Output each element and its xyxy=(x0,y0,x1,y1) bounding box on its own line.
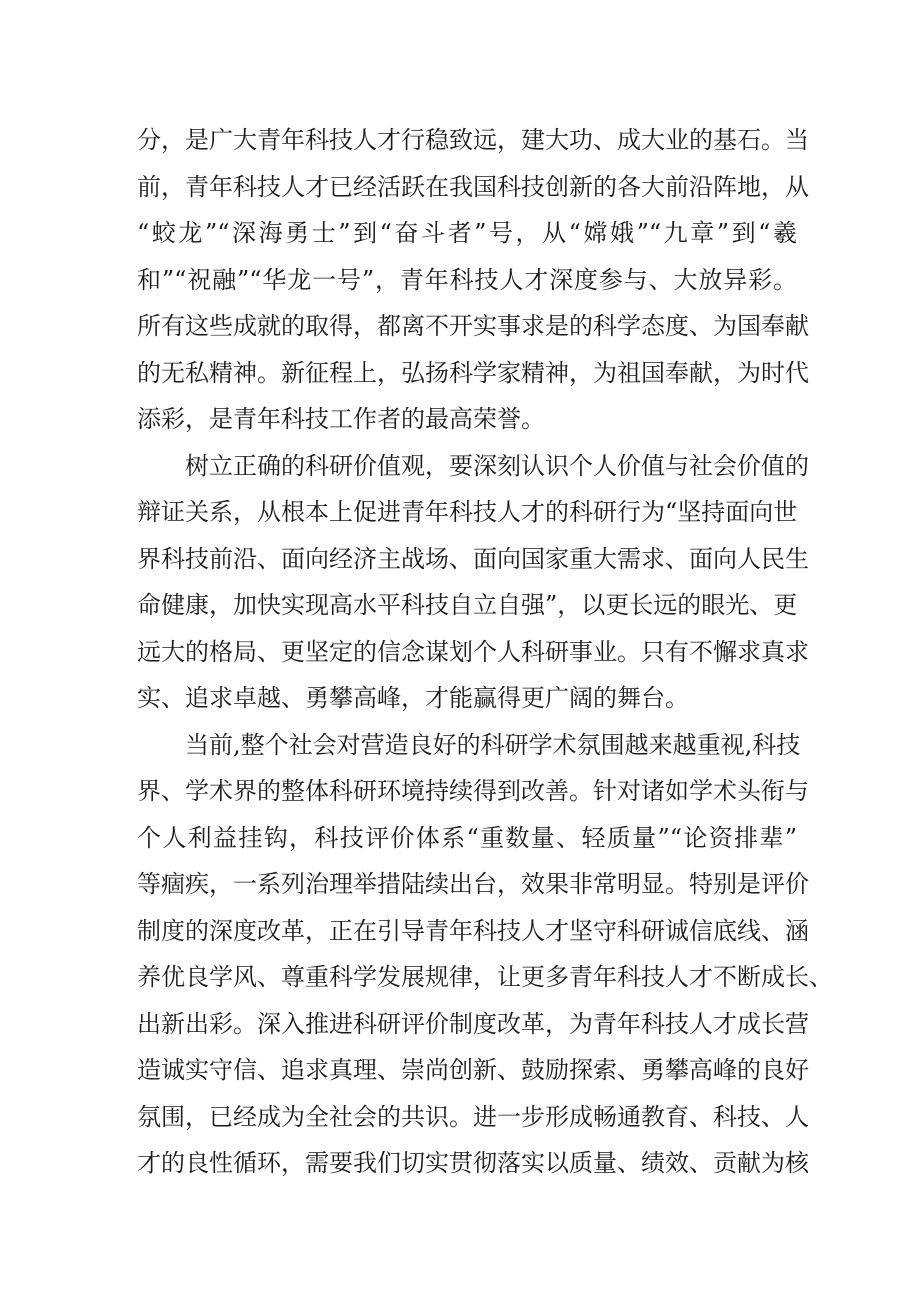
text-line: “蛟龙”“深海勇士”到“奋斗者”号，从“嫦娥”“九章”到“羲 xyxy=(137,219,797,247)
text-line: 辩证关系，从根本上促进青年科技人才的科研行为“坚持面向世 xyxy=(137,498,798,526)
text-line: 添彩，是青年科技工作者的最高荣誉。 xyxy=(137,405,545,433)
paragraph-3 xyxy=(137,722,833,1187)
text-line: 制度的深度改革，正在引导青年科技人才坚守科研诚信底线、涵 xyxy=(137,916,809,945)
text-line: 养优良学风、尊重科学发展规律，让更多青年科技人才不断成长、 xyxy=(137,963,833,991)
text-line: 才的良性循环，需要我们切实贯彻落实以质量、绩效、贡献为核 xyxy=(137,1149,809,1177)
text-line: 实、追求卓越、勇攀高峰，才能赢得更广阔的舞台。 xyxy=(137,684,689,712)
text-line: 出新出彩。深入推进科研评价制度改革，为青年科技人才成长营 xyxy=(137,1009,809,1038)
text-line: 等痼疾，一系列治理举措陆续出台，效果非常明显。特别是评价 xyxy=(137,870,809,898)
text-line: 的无私精神。新征程上，弘扬科学家精神，为祖国奉献，为时代 xyxy=(137,358,809,387)
text-line: 命健康，加快实现高水平科技自立自强”，以更长远的眼光、更 xyxy=(137,591,798,619)
text-line: 个人利益挂钩，科技评价体系“重数量、轻质量”“论资排辈” xyxy=(137,823,797,852)
text-line: 界科技前沿、面向经济主战场、面向国家重大需求、面向人民生 xyxy=(137,544,809,573)
text-line: 远大的格局、更坚定的信念谋划个人科研事业。只有不懈求真求 xyxy=(137,637,809,666)
text-line: 分，是广大青年科技人才行稳致远，建大功、成大业的基石。当 xyxy=(137,126,809,154)
text-line: 氛围，已经成为全社会的共识。进一步形成畅通教育、科技、人 xyxy=(137,1102,809,1131)
text-line: 所有这些成就的取得，都离不开实事求是的科学态度、为国奉献 xyxy=(137,312,809,340)
text-line: 前，青年科技人才已经活跃在我国科技创新的各大前沿阵地，从 xyxy=(137,172,809,201)
text-line: 界、学术界的整体科研环境持续得到改善。针对诸如学术头衔与 xyxy=(137,777,809,805)
text-line: 造诚实守信、追求真理、崇尚创新、鼓励探索、勇攀高峰的良好 xyxy=(137,1056,809,1084)
paragraph-2 xyxy=(137,443,809,722)
text-line: 当前,整个社会对营造良好的科研学术氛围越来越重视,科技 xyxy=(185,730,801,759)
text-line: 和”“祝融”“华龙一号”，青年科技人才深度参与、大放异彩。 xyxy=(137,265,797,294)
paragraph-1 xyxy=(137,117,809,443)
text-line: 树立正确的科研价值观，要深刻认识个人价值与社会价值的 xyxy=(185,451,809,480)
document-body xyxy=(137,117,833,1187)
